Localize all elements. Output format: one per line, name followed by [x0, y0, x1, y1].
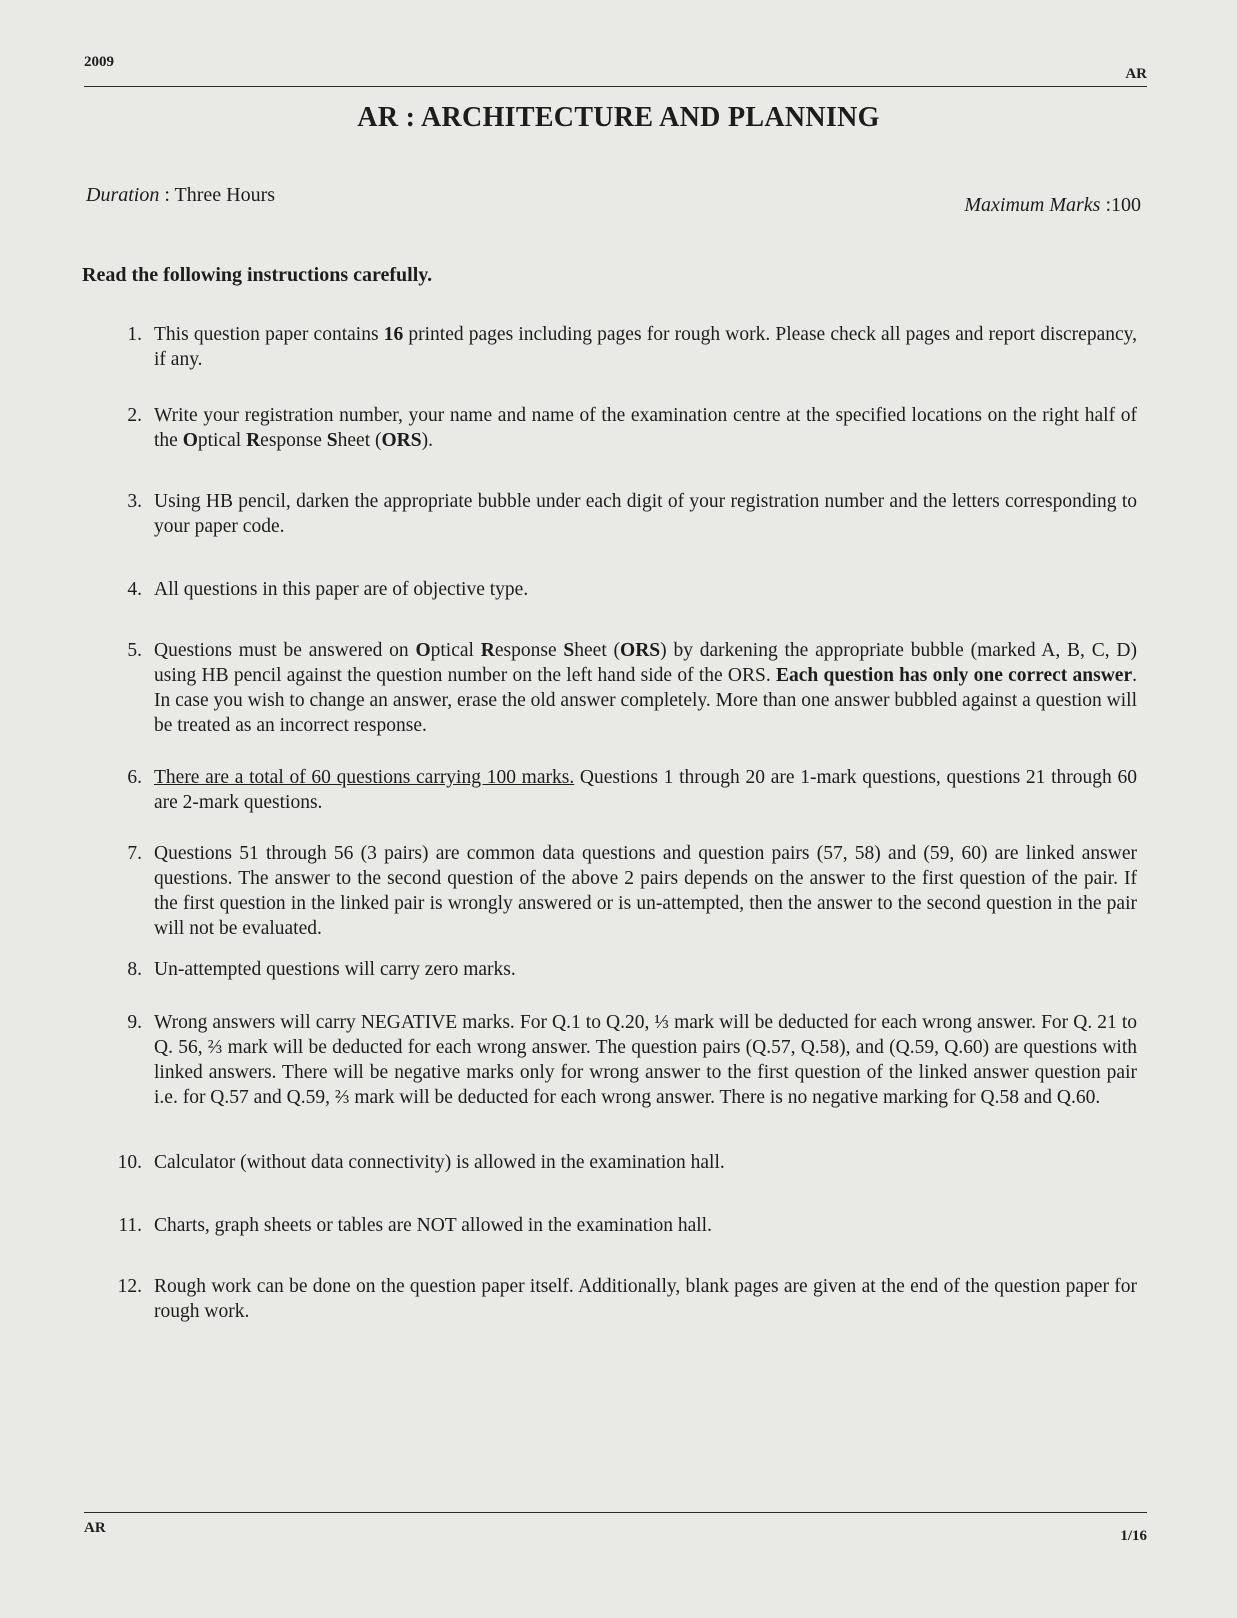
instruction-item: 2. Write your registration number, your name and name of the examination centre at the specified locations on the right half of the Optical Response Sheet (ORS).: [127, 405, 1137, 451]
footer-paper-code: AR: [84, 1520, 106, 1536]
instruction-item: 3. Using HB pencil, darken the appropriate bubble under each digit of your registration number and the letters corresponding to your paper code.: [127, 491, 1137, 537]
instruction-item: 1. This question paper contains 16 printed pages including pages for rough work. Please check all pages and report discrepancy, if any.: [127, 324, 1137, 370]
duration-label: Duration: [86, 184, 160, 206]
header-year: 2009: [84, 54, 114, 70]
instructions-list: [112, 322, 1137, 1324]
page-number: 1/16: [1120, 1528, 1147, 1544]
header-paper-code: AR: [1125, 66, 1147, 82]
duration-value: : Three Hours: [159, 184, 276, 206]
marks-label: Maximum Marks: [964, 194, 1101, 216]
footer-rule: [84, 1512, 1147, 1513]
instruction-item: 8. Un-attempted questions will carry zero marks.: [127, 959, 516, 980]
instruction-item: 9. Wrong answers will carry NEGATIVE marks. For Q.1 to Q.20, ⅓ mark will be deducted for each wrong answer. For Q. 21 to Q. 56, ⅔ mark will be deducted for each wrong answer. The question pairs (Q.57, Q.58), and (Q.59, Q.60) are questions with linked answers. There will be negative marks only for wrong answer to the first question of the linked answer question pair i.e. for Q.57 and Q.59, ⅔ mark will be deducted for each wrong answer. There is no negative marking for Q.58 and Q.60.: [127, 1012, 1137, 1108]
header-rule: [84, 86, 1147, 87]
instruction-item: 10. Calculator (without data connectivity) is allowed in the examination hall.: [117, 1152, 725, 1173]
duration: [86, 184, 275, 207]
instructions-heading: Read the following instructions carefully.: [82, 264, 433, 286]
instruction-item: 7. Questions 51 through 56 (3 pairs) are common data questions and question pairs (57, 58) and (59, 60) are linked answer questions. The answer to the second question of the above 2 pairs depends on the answer to the first question of the pair. If the first question in the linked pair is wrongly answered or is un-attempted, then the answer to the second question in the pair will not be evaluated.: [127, 843, 1137, 939]
instruction-item: 4. All questions in this paper are of objective type.: [127, 579, 529, 600]
instruction-item: 12. Rough work can be done on the question paper itself. Additionally, blank pages are given at the end of the question paper for rough work.: [117, 1276, 1137, 1322]
instruction-item: 11. Charts, graph sheets or tables are NOT allowed in the examination hall.: [118, 1215, 712, 1236]
maximum-marks: [964, 194, 1141, 217]
instruction-item: 6. There are a total of 60 questions carrying 100 marks. Questions 1 through 20 are 1-mark questions, questions 21 through 60 are 2-mark questions.: [127, 767, 1137, 813]
page-title: AR : ARCHITECTURE AND PLANNING: [357, 102, 880, 133]
marks-value: :100: [1100, 194, 1141, 216]
instruction-item: 5. Questions must be answered on Optical Response Sheet (ORS) by darkening the appropriate bubble (marked A, B, C, D) using HB pencil against the question number on the left hand side of the ORS. Each question has only one correct answer. In case you wish to change an answer, erase the old answer completely. More than one answer bubbled against a question will be treated as an incorrect response.: [127, 640, 1137, 736]
